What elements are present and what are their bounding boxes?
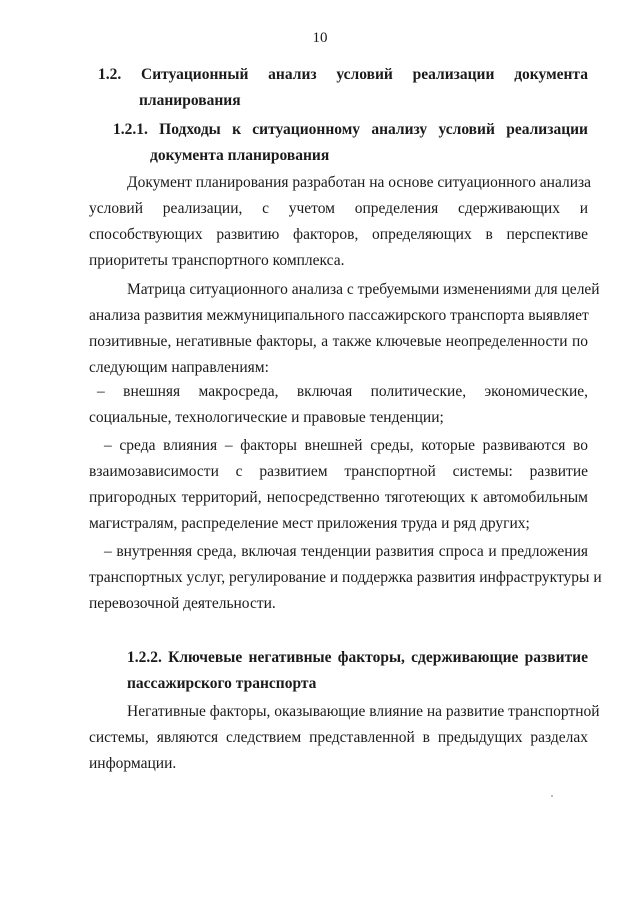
- paragraph-line: – внешняя макросреда, включая политические, экономические,: [97, 383, 588, 400]
- scan-speck: [551, 795, 553, 797]
- paragraph-line: транспортных услуг, регулирование и поддержка развития инфраструктуры и: [89, 569, 602, 586]
- paragraph-line: системы, являются следствием представленной в предыдущих разделах: [89, 729, 588, 746]
- paragraph-line: магистралям, распределение мест приложения труда и ряд других;: [89, 515, 530, 532]
- paragraph-line: следующим направлениям:: [89, 359, 269, 376]
- paragraph-line: Негативные факторы, оказывающие влияние на развитие транспортной: [127, 703, 600, 720]
- paragraph-line: позитивные, негативные факторы, а также ключевые неопределенности по: [89, 333, 588, 350]
- paragraph-line: способствующих развитию факторов, определяющих в перспективе: [89, 226, 588, 243]
- heading-line: 1.2. Ситуационный анализ условий реализации документа: [98, 66, 588, 83]
- paragraph-line: информации.: [89, 755, 177, 772]
- paragraph-line: взаимозависимости с развитием транспортной системы: развитие: [89, 463, 588, 480]
- heading-line: документа планирования: [150, 147, 330, 164]
- paragraph-line: условий реализации, с учетом определения сдерживающих и: [89, 200, 588, 217]
- heading-line: планирования: [139, 92, 241, 109]
- paragraph-line: Матрица ситуационного анализа с требуемыми изменениями для целей: [127, 281, 600, 298]
- heading-line: пассажирского транспорта: [127, 675, 317, 692]
- paragraph-line: пригородных территорий, непосредственно тяготеющих к автомобильным: [89, 489, 588, 506]
- paragraph-line: приоритеты транспортного комплекса.: [89, 252, 345, 269]
- paragraph-line: социальные, технологические и правовые тенденции;: [89, 409, 444, 426]
- paragraph-line: перевозочной деятельности.: [89, 595, 276, 612]
- heading-line: 1.2.1. Подходы к ситуационному анализу условий реализации: [113, 121, 588, 138]
- paragraph-line: – внутренняя среда, включая тенденции развития спроса и предложения: [104, 543, 588, 560]
- page-number: 10: [312, 30, 328, 46]
- heading-line: 1.2.2. Ключевые негативные факторы, сдерживающие развитие: [127, 649, 588, 666]
- paragraph-line: – среда влияния – факторы внешней среды, которые развиваются во: [104, 437, 588, 454]
- paragraph-line: Документ планирования разработан на основе ситуационного анализа: [127, 174, 591, 191]
- paragraph-line: анализа развития межмуниципального пассажирского транспорта выявляет: [89, 307, 589, 324]
